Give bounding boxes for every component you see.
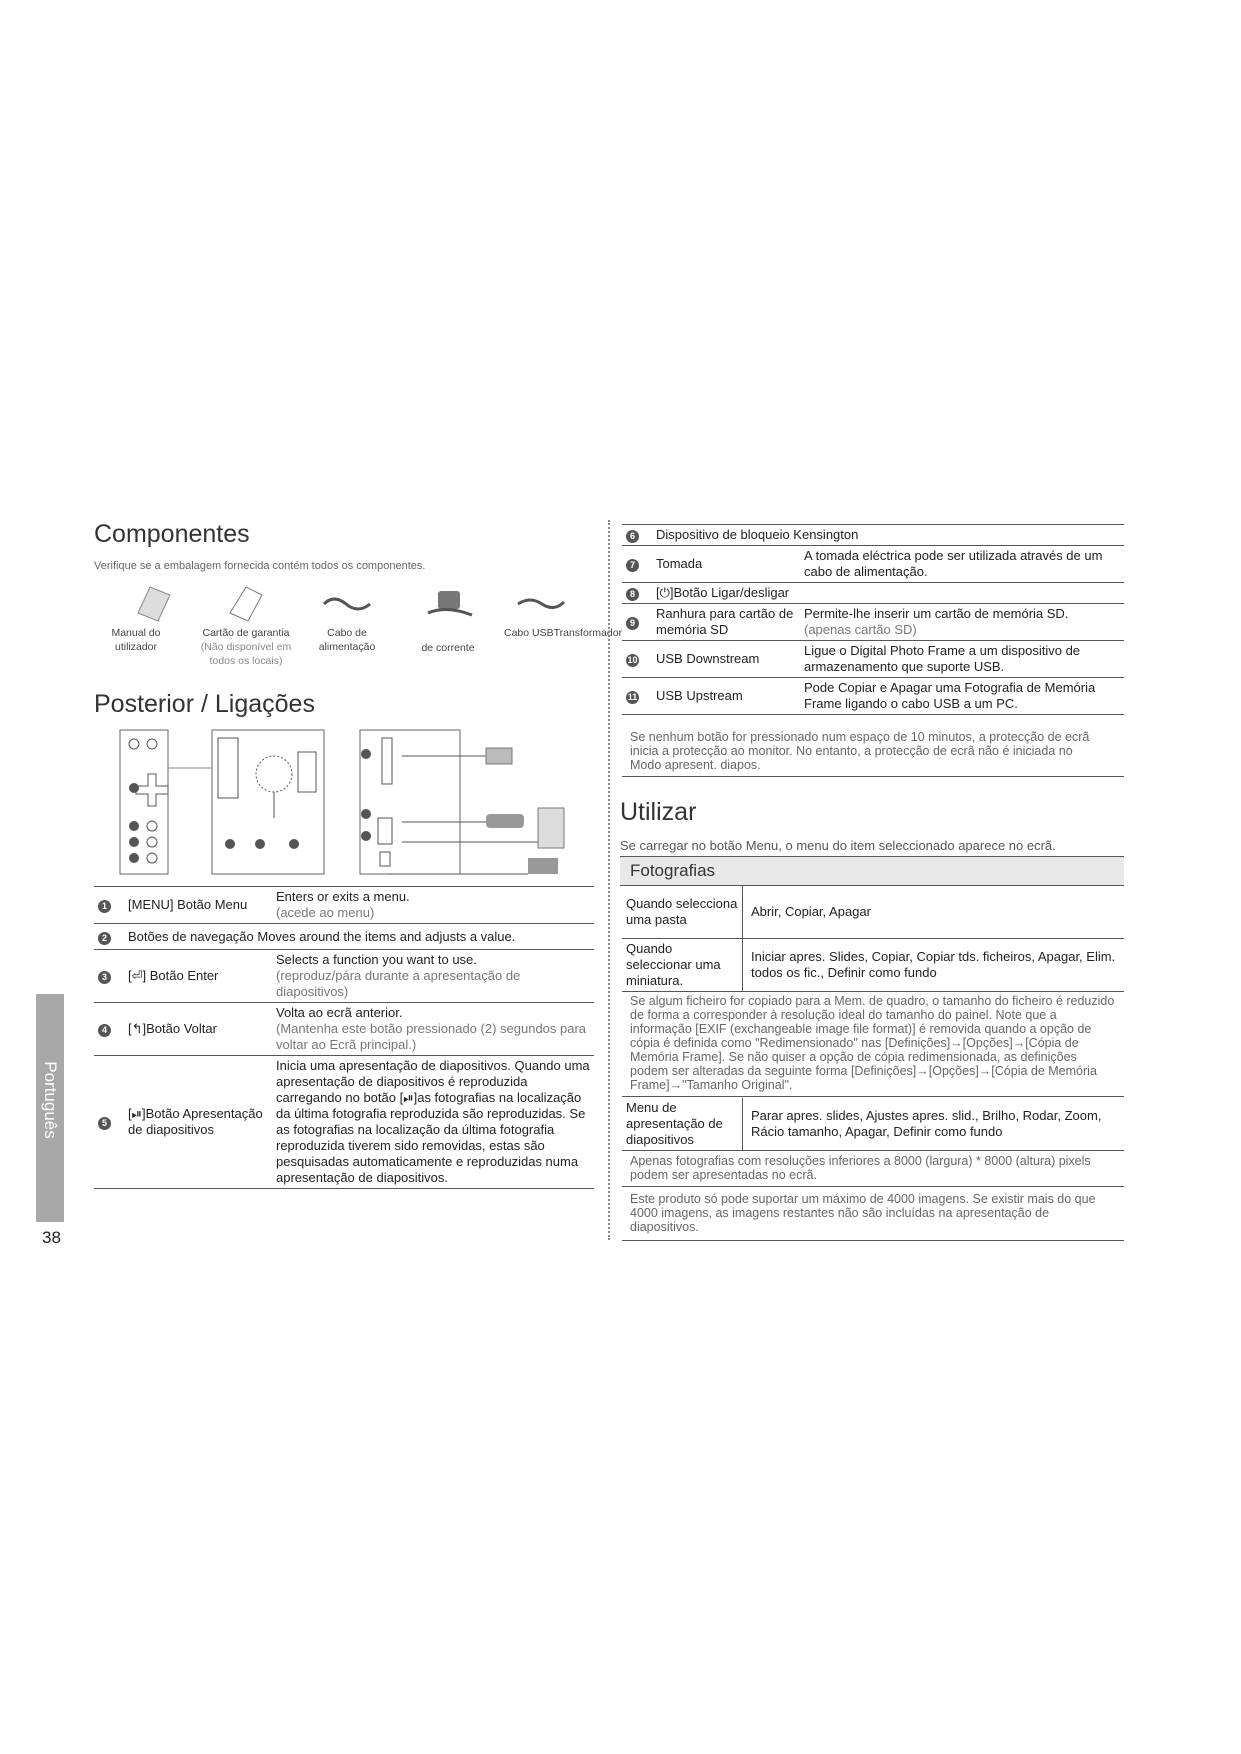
row-name: USB Upstream xyxy=(656,688,743,703)
row-number: 10 xyxy=(627,655,638,665)
row-number: 11 xyxy=(627,692,638,702)
slideshow-menu-table xyxy=(622,1098,1124,1151)
row-name: Tomada xyxy=(656,556,703,571)
row-name: [⏎] Botão Enter xyxy=(128,968,219,983)
component-usb-cable: Cabo USBTransformador xyxy=(504,627,623,639)
table-row xyxy=(622,546,1124,583)
components-title: Componentes xyxy=(94,520,250,548)
connections-title: Posterior / Ligações xyxy=(94,690,315,718)
row-number: 4 xyxy=(98,1024,111,1037)
component-power-cable: Cabo de alimentação xyxy=(318,627,376,653)
table-row xyxy=(622,641,1124,678)
component-manual: Manual do utilizador xyxy=(111,627,161,653)
row-desc: A tomada eléctrica pode ser utilizada através de um cabo de alimentação. xyxy=(804,548,1103,579)
row-desc: Ligue o Digital Photo Frame a um dispositivo de armazenamento que suporte USB. xyxy=(804,643,1081,674)
section-title: Fotografias xyxy=(630,861,716,880)
column-divider xyxy=(608,520,610,1240)
resolution-note: Apenas fotografias com resoluções inferiores a 8000 (largura) * 8000 (altura) pixels podem ser apresentadas no ecrã. xyxy=(630,1154,1091,1182)
row-number: 7 xyxy=(626,559,639,572)
usb-cable-icon xyxy=(516,592,566,614)
section-header xyxy=(620,856,1124,886)
row-name: [⏯]Botão Apresentação de diapositivos xyxy=(128,1106,263,1137)
table-row xyxy=(94,924,594,950)
power-cable-icon xyxy=(322,592,372,614)
divider xyxy=(622,1240,1124,1241)
utilizar-title: Utilizar xyxy=(620,798,697,826)
row-when: Quando seleccionar uma miniatura. xyxy=(622,938,743,991)
warranty-card-icon xyxy=(222,583,272,623)
table-row xyxy=(94,1056,594,1189)
page-number: 38 xyxy=(42,1228,61,1247)
row-desc-pt: (apenas cartão SD) xyxy=(804,622,917,637)
row-name: Ranhura para cartão de memória SD xyxy=(656,606,794,637)
row-desc-pt: (Mantenha este botão pressionado (2) segundos para voltar ao Ecrã principal.) xyxy=(276,1021,587,1052)
row-desc-pt: (reproduz/pára durante a apresentação de diapositivos) xyxy=(276,968,521,999)
table-row xyxy=(622,938,1124,991)
row-menu: Iniciar apres. Slides, Copiar, Copiar tds. ficheiros, Apagar, Elim. todos os fic., Definir como fundo xyxy=(751,948,1116,980)
component-adapter: de corrente xyxy=(421,642,475,654)
divider xyxy=(622,776,1124,777)
row-desc: Selects a function you want to use. xyxy=(276,952,477,967)
row-desc: Volta ao ecrã anterior. xyxy=(276,1005,403,1020)
language-side-tab: Português xyxy=(36,994,64,1222)
row-when: Menu de apresentação de diapositivos xyxy=(622,1098,743,1151)
table-row xyxy=(94,950,594,1003)
screensaver-note: Se nenhum botão for pressionado num espaço de 10 minutos, a protecção de ecrã inicia a protecção ao monitor. No entanto, a protecção de ecrã não é iniciada no Modo apresent. diapos. xyxy=(630,730,1090,772)
row-name: [⏻]Botão Ligar/desligar xyxy=(656,585,790,600)
row-number: 2 xyxy=(98,932,111,945)
row-name: Botões de navegação Moves around the items and adjusts a value. xyxy=(128,928,516,944)
row-menu: Abrir, Copiar, Apagar xyxy=(751,903,871,919)
table-row xyxy=(622,525,1124,546)
adapter-icon xyxy=(426,585,476,619)
ports-table xyxy=(622,524,1124,715)
row-desc-pt: (acede ao menu) xyxy=(276,905,375,920)
table-row xyxy=(622,886,1124,938)
row-desc: Permite-lhe inserir um cartão de memória SD. xyxy=(804,606,1069,621)
row-name: Dispositivo de bloqueio Kensington xyxy=(656,527,859,542)
divider xyxy=(622,1096,1124,1097)
manual-icon xyxy=(128,583,178,623)
utilizar-subtitle: Se carregar no botão Menu, o menu do item seleccionado aparece no ecrã. xyxy=(620,838,1056,853)
table-row xyxy=(622,604,1124,641)
row-number: 9 xyxy=(626,617,639,630)
row-number: 6 xyxy=(626,530,639,543)
row-menu: Parar apres. slides, Ajustes apres. slid., Brilho, Rodar, Zoom, Rácio tamanho, Apagar, Definir como fundo xyxy=(751,1108,1102,1139)
image-limit-note: Este produto só pode suportar um máximo de 4000 imagens. Se existir mais do que 4000 imagens, as imagens restantes não são incluídas na apresentação de diapositivos. xyxy=(630,1192,1096,1234)
table-row xyxy=(94,887,594,924)
components-subtitle: Verifique se a embalagem fornecida contém todos os componentes. xyxy=(94,560,426,572)
divider xyxy=(622,1186,1124,1187)
photo-menu-table xyxy=(622,886,1124,992)
copy-note: Se algum ficheiro for copiado para a Mem. de quadro, o tamanho do ficheiro é reduzido de forma a corresponder à resolução ideal do tamanho do painel. Note que a informação [EXIF (exchangeable image file format)] é removida quando a opção de cópia é definida como "Redimensionado" nas [Definições]→[Opções]→[Cópia de Memória Frame]. Se não quiser a opção de cópia redimensionada, as definições podem ser alteradas da seguinte forma [Definições]→[Opções]→[Cópia de Memória Frame]→"Tamanho Original". xyxy=(630,994,1115,1092)
row-desc: Enters or exits a menu. xyxy=(276,889,410,904)
row-number: 5 xyxy=(98,1117,111,1130)
row-name: [MENU] Botão Menu xyxy=(128,897,248,912)
table-row xyxy=(94,1003,594,1056)
buttons-table xyxy=(94,886,594,1189)
table-row xyxy=(622,583,1124,604)
table-row xyxy=(622,1098,1124,1151)
row-desc: Inicia uma apresentação de diapositivos. Quando uma apresentação de diapositivos é reproduzida carregando no botão [⏯]as fotografias na localização da última fotografia reproduzida são reproduzidas. Se as fotografias na localização da última fotografia reproduzida tiverem sido removidas, estas são pesquisadas automaticamente e reproduzidas numa apresentação de diapositivos. xyxy=(276,1058,590,1185)
row-when: Quando selecciona uma pasta xyxy=(622,886,743,938)
table-row xyxy=(622,678,1124,715)
row-number: 3 xyxy=(98,971,111,984)
row-number: 1 xyxy=(98,900,111,913)
row-name: [↰]Botão Voltar xyxy=(128,1021,217,1036)
row-number: 8 xyxy=(626,588,639,601)
row-name: USB Downstream xyxy=(656,651,760,666)
rear-panel-diagram xyxy=(118,728,580,878)
row-desc: Pode Copiar e Apagar uma Fotografia de Memória Frame ligando o cabo USB a um PC. xyxy=(804,680,1096,711)
component-warranty: Cartão de garantia (Não disponível em todos os locais) xyxy=(200,627,292,667)
